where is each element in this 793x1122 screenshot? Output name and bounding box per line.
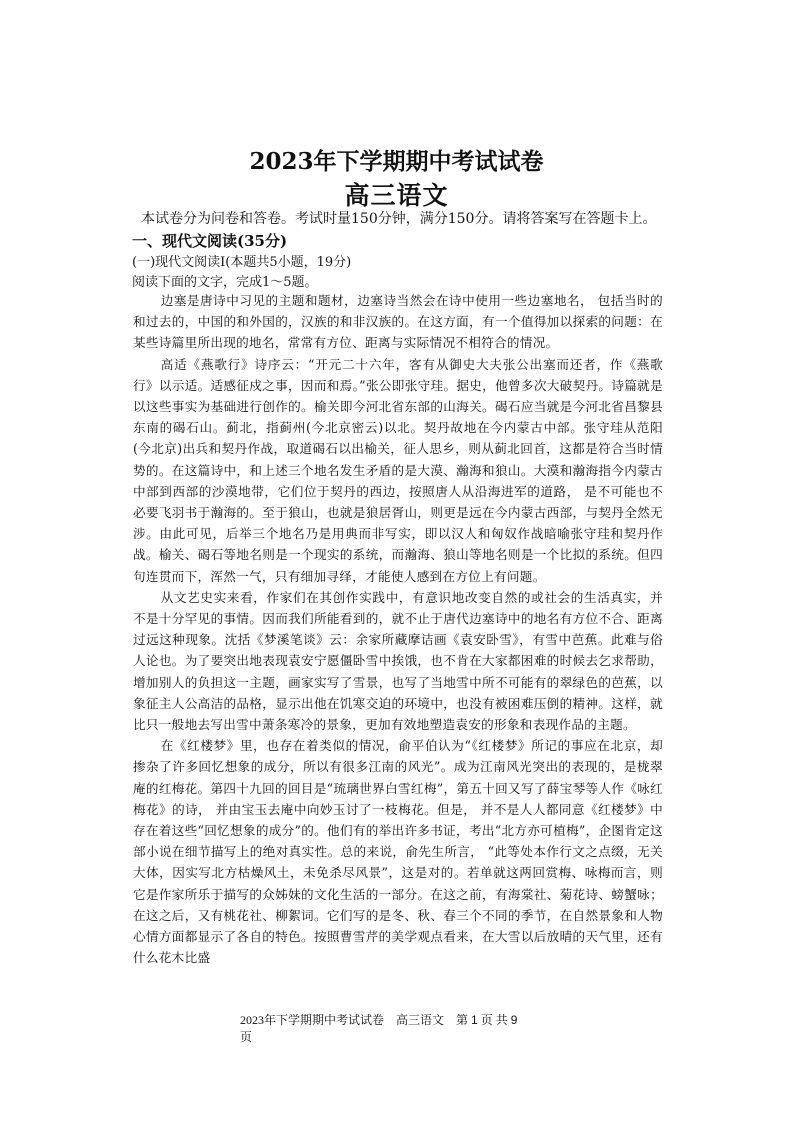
exam-title: 2023年下学期期中考试试卷 [249,148,544,175]
footer-mid: 页 共 [480,1013,508,1027]
footer-page-number: 1 [471,1013,478,1027]
footer-end: 页 [240,1030,253,1044]
passage-paragraph: 边塞是唐诗中习见的主题和题材，边塞诗当然会在诗中使用一些边塞地名， 包括当时的和过去的，中国的和外国的，汉族的和非汉族的。在这方面，有一个值得加以探索的问题：在某些诗篇里所出现的地名，常常有方位、距离与实际情况不相符合的情况。 [133,293,663,351]
subsection-heading: (一)现代文阅读Ⅰ(本题共5小题，19分) [132,255,352,270]
reading-instruction: 阅读下面的文字，完成1～5题。 [132,275,318,290]
footer-total-pages: 9 [510,1013,518,1027]
passage-paragraph: 在《红楼梦》里，也存在着类似的情况，俞平伯认为“《红楼梦》所记的事应在北京，却掺杂了许多回忆想象的成分，所以有很多江南的风光”。成为江南风光突出的表现的，是栊翠庵的红梅花。第四十九回的回目是“琉璃世界白雪红梅”，第五十回又写了薛宝琴等人作《咏红梅花》的诗， 并由宝玉去庵中向妙玉讨了一枝梅花。但是， 并不是人人都同意《红楼梦》中存在着这些“回忆想象的成分”的。他们有的举出许多书证，考出“北方亦可植梅”，企图肯定这部小说在细节描写上的绝对真实性。总的来说，俞先生所言， “此等处本作行文之点缀，无关大体，因实写北方枯燥风土，未免杀尽风景”，这是对的。若单就这两回赏梅、咏梅而言，则它是作家所乐于描写的众姊妹的文化生活的一部分。在这之前，有海棠社、菊花诗、螃蟹咏；在这之后，又有桃花社、柳絮词。它们写的是冬、秋、春三个不同的季节，在自然景象和人物心情方面都显示了各自的特色。按照曹雪芹的美学观点看来，在大雪以后放晴的天气里，还有什么花木比盛 [133,738,663,966]
exam-instructions: 本试卷分为问卷和答卷。考试时量150分钟，满分150分。请将答案写在答题卡上。 [141,211,657,227]
exam-subject: 高三语文 [344,181,449,210]
page-footer [240,1012,560,1046]
passage-paragraph: 高适《燕歌行》诗序云：“开元二十六年，客有从御史大夫张公出塞而还者，作《燕歌行》以示适。适感征戍之事，因而和焉。”张公即张守珪。据史，他曾多次大破契丹。诗篇就是以这些事实为基础进行创作的。榆关即今河北省东部的山海关。碣石应当就是今河北省昌黎县东南的碣石山。蓟北，指蓟州(今北京密云)以北。契丹故地在今内蒙古中部。张守珪从范阳(今北京)出兵和契丹作战，取道碣石以出榆关，征人思乡，则从蓟北回首，这都是符合当时情势的。在这篇诗中，和上述三个地名发生矛盾的是大漠、瀚海和狼山。大漠和瀚海指今内蒙古中部到西部的沙漠地带，它们位于契丹的西边，按照唐人从沿海进军的道路， 是不可能也不必要飞羽书于瀚海的。至于狼山，也就是狼居胥山，则更是远在今内蒙古西部，与契丹全然无涉。由此可见，后举三个地名乃是用典而非写实，即以汉人和匈奴作战暗喻张守珪和契丹作战。榆关、碣石等地名则是一个现实的系统，而瀚海、狼山等地名则是一个比拟的系统。但四句连贯而下，浑然一气，只有细加寻绎，才能使人感到在方位上有问题。 [133,356,663,584]
passage-paragraph: 从文艺史实来看，作家们在其创作实践中，有意识地改变自然的或社会的生活真实，并不是十分罕见的事情。因而我们所能看到的，就不止于唐代边塞诗中的地名有方位不合、距离过远这种现象。沈括《梦溪笔谈》云：余家所藏摩诘画《袁安卧雪》，有雪中芭蕉。此难与俗人论也。为了要突出地表现袁安宁愿僵卧雪中挨饿，也不肯在大家都困难的时候去乞求帮助，增加别人的负担这一主题，画家实写了雪景，也写了当地雪中所不可能有的翠绿色的芭蕉，以象征主人公高洁的品格，显示出他在饥寒交迫的环境中，也没有被困难压倒的精神。这样，就比只一般地去写出雪中萧条寒冷的景象，更加有效地塑造袁安的形象和表现作品的主题。 [133,589,663,733]
footer-label: 2023年下学期期中考试试卷 高三语文 第 [240,1013,469,1027]
section-heading: 一、现代文阅读(35分) [132,232,288,250]
reading-passage [133,290,663,969]
